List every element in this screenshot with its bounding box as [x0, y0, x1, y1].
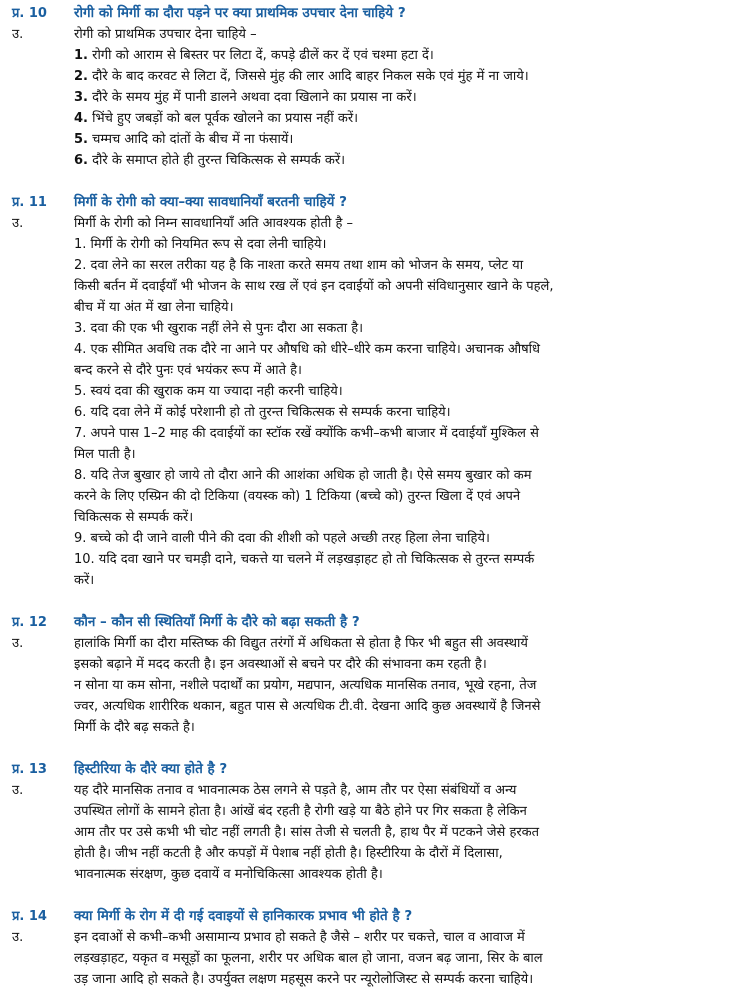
line-text: किसी बर्तन में दवाईयाँ भी भोजन के साथ रख लें एवं इन दवाईयों को अपनी संविधानुसार खाने के पहले,: [74, 279, 554, 294]
answer-block: [0, 633, 740, 738]
answer-line: [74, 339, 734, 360]
line-text: हालांकि मिर्गी का दौरा मस्तिष्क की विद्युत तरंगों में अधिकता से होता है फिर भी बहुत सी अवस्थायें: [74, 636, 528, 651]
list-number: 2.: [74, 69, 88, 84]
qa-section: [0, 3, 740, 171]
line-text: 1. मिर्गी के रोगी को नियमित रूप से दवा लेनी चाहिये।: [74, 237, 327, 252]
answer-text: [74, 780, 734, 885]
question-text: रोगी को मिर्गी का दौरा पड़ने पर क्या प्राथमिक उपचार देना चाहिये ?: [74, 5, 406, 21]
line-text: इन दवाओं से कभी–कभी असामान्य प्रभाव हो सकते है जैसे – शरीर पर चकत्ते, चाल व आवाज में: [74, 930, 525, 945]
line-text: 10. यदि दवा खाने पर चमड़ी दाने, चकत्ते या चलने में लड़खड़ाहट हो तो चिकित्सक से तुरन्त सम्पर्क: [74, 552, 535, 567]
answer-label: उ.: [12, 216, 24, 231]
qa-section: [0, 759, 740, 885]
answer-block: [0, 213, 740, 591]
line-text: मिर्गी के रोगी को निम्न सावधानियाँ अति आवश्यक होती है –: [74, 216, 353, 231]
question-row: [0, 3, 740, 24]
answer-line: [74, 24, 734, 45]
answer-line: [74, 444, 734, 465]
question-row: [0, 192, 740, 213]
answer-line: [74, 276, 734, 297]
line-text: करने के लिए एस्प्रिन की दो टिकिया (वयस्क को) 1 टिकिया (बच्चे को) तुरन्त खिला दें एवं अपने: [74, 489, 521, 504]
answer-line: [74, 780, 734, 801]
answer-block: [0, 927, 740, 990]
answer-line: [74, 423, 734, 444]
line-text: 4. एक सीमित अवधि तक दौरे ना आने पर औषधि को धीरे–धीरे कम करना चाहिये। अचानक औषधि: [74, 342, 540, 357]
line-text: 9. बच्चे को दी जाने वाली पीने की दवा की शीशी को पहले अच्छी तरह हिला लेना चाहिये।: [74, 531, 490, 546]
line-text: 6. यदि दवा लेने में कोई परेशानी हो तो तुरन्त चिकित्सक से सम्पर्क करना चाहिये।: [74, 405, 451, 420]
answer-line: [74, 150, 734, 171]
answer-line: [74, 507, 734, 528]
line-text: उपस्थित लोगों के सामने होता है। आंखें बंद रहती है रोगी खड़े या बैठे होने पर गिर सकता है लेकिन: [74, 804, 527, 819]
answer-line: [74, 843, 734, 864]
question-row: [0, 906, 740, 927]
answer-line: [74, 633, 734, 654]
line-text: 3. दवा की एक भी खुराक नहीं लेने से पुनः दौरा आ सकता है।: [74, 321, 364, 336]
qa-section: [0, 612, 740, 738]
line-text: उड़ जाना आदि हो सकते है। उपर्युक्त लक्षण महसूस करने पर न्यूरोलोजिस्ट से सम्पर्क करना चाहिये।: [74, 972, 534, 987]
line-text: करें।: [74, 573, 95, 588]
answer-line: [74, 402, 734, 423]
question-label: प्र. 12: [12, 615, 47, 630]
line-text: दौरे के समाप्त होते ही तुरन्त चिकित्सक से सम्पर्क करें।: [92, 153, 346, 168]
line-text: होती है। जीभ नहीं कटती है और कपड़ों में पेशाब नहीं होती है। हिस्टीरिया के दौरों में दिलासा,: [74, 846, 503, 861]
answer-line: [74, 66, 734, 87]
line-text: आम तौर पर उसे कभी भी चोट नहीं लगती है। सांस तेजी से चलती है, हाथ पैर में पटकने जेसे हरकत: [74, 825, 540, 840]
line-text: रोगी को आराम से बिस्तर पर लिटा दें, कपड़े ढीलें कर दें एवं चश्मा हटा दें।: [92, 48, 434, 63]
answer-line: [74, 213, 734, 234]
answer-line: [74, 297, 734, 318]
line-text: बीच में या अंत में खा लेना चाहिये।: [74, 300, 234, 315]
answer-line: [74, 864, 734, 885]
answer-text: [74, 633, 734, 738]
line-text: 8. यदि तेज बुखार हो जाये तो दौरा आने की आशंका अधिक हो जाती है। ऐसे समय बुखार को कम: [74, 468, 532, 483]
answer-text: [74, 927, 734, 990]
question-row: [0, 612, 740, 633]
answer-line: [74, 255, 734, 276]
answer-line: [74, 948, 734, 969]
line-text: मिर्गी के दौरे बढ़ सकते है।: [74, 720, 195, 735]
qa-section: [0, 192, 740, 591]
answer-line: [74, 129, 734, 150]
answer-text: [74, 213, 734, 591]
answer-text: [74, 24, 734, 171]
answer-line: [74, 927, 734, 948]
answer-line: [74, 45, 734, 66]
answer-line: [74, 969, 734, 990]
list-number: 6.: [74, 153, 88, 168]
answer-label: उ.: [12, 27, 24, 42]
answer-line: [74, 801, 734, 822]
line-text: 5. स्वयं दवा की खुराक कम या ज्यादा नही करनी चाहिये।: [74, 384, 343, 399]
answer-label: उ.: [12, 930, 24, 945]
answer-line: [74, 654, 734, 675]
line-text: ज्वर, अत्यधिक शारीरिक थकान, बहुत पास से अत्यधिक टी.वी. देखना आदि कुछ अवस्थायें है जिनसे: [74, 699, 541, 714]
line-text: दौरे के समय मुंह में पानी डालने अथवा दवा खिलाने का प्रयास ना करें।: [92, 90, 417, 105]
line-text: चम्मच आदि को दांतों के बीच में ना फंसायें।: [92, 132, 294, 147]
line-text: दौरे के बाद करवट से लिटा दें, जिससे मुंह की लार आदि बाहर निकल सके एवं मुंह में ना जाये।: [92, 69, 529, 84]
answer-line: [74, 318, 734, 339]
answer-line: [74, 675, 734, 696]
question-text: क्या मिर्गी के रोग में दी गई दवाइयों से हानिकारक प्रभाव भी होते है ?: [74, 908, 413, 924]
line-text: 7. अपने पास 1–2 माह की दवाईयों का स्टॉक रखें क्योंकि कभी–कभी बाजार में दवाईयाँ मुश्किल से: [74, 426, 539, 441]
line-text: 2. दवा लेने का सरल तरीका यह है कि नाश्ता करते समय तथा शाम को भोजन के समय, प्लेट या: [74, 258, 524, 273]
question-label: प्र. 10: [12, 6, 47, 21]
line-text: यह दौरे मानसिक तनाव व भावनात्मक ठेस लगने से पड़ते है, आम तौर पर ऐसा संबंधियों व अन्य: [74, 783, 517, 798]
line-text: इसको बढ़ाने में मदद करती है। इन अवस्थाओं से बचने पर दौरे की संभावना कम रहती है।: [74, 657, 487, 672]
answer-line: [74, 360, 734, 381]
answer-line: [74, 381, 734, 402]
question-text: मिर्गी के रोगी को क्या–क्या सावधानियाँ बरतनी चाहियें ?: [74, 194, 348, 210]
answer-label: उ.: [12, 636, 24, 651]
answer-line: [74, 549, 734, 570]
answer-line: [74, 465, 734, 486]
question-text: हिस्टीरिया के दौरे क्या होते है ?: [74, 761, 228, 777]
line-text: बन्द करने से दौरे पुनः एवं भयंकर रूप में आते है।: [74, 363, 302, 378]
line-text: भिंचे हुए जबड़ों को बल पूर्वक खोलने का प्रयास नहीं करें।: [92, 111, 359, 126]
answer-line: [74, 528, 734, 549]
answer-line: [74, 822, 734, 843]
answer-line: [74, 87, 734, 108]
answer-block: [0, 780, 740, 885]
question-label: प्र. 14: [12, 909, 47, 924]
answer-line: [74, 234, 734, 255]
answer-block: [0, 24, 740, 171]
list-number: 5.: [74, 132, 88, 147]
question-label: प्र. 13: [12, 762, 47, 777]
question-text: कौन – कौन सी स्थितियाँ मिर्गी के दौरे को बढ़ा सकती है ?: [74, 614, 360, 630]
line-text: चिकित्सक से सम्पर्क करें।: [74, 510, 194, 525]
answer-label: उ.: [12, 783, 24, 798]
list-number: 4.: [74, 111, 88, 126]
question-row: [0, 759, 740, 780]
answer-line: [74, 696, 734, 717]
answer-line: [74, 570, 734, 591]
line-text: लड़खड़ाहट, यकृत व मसूड़ों का फूलना, शरीर पर अधिक बाल हो जाना, वजन बढ़ जाना, सिर के बाल: [74, 951, 543, 966]
answer-line: [74, 486, 734, 507]
list-number: 1.: [74, 48, 88, 63]
answer-line: [74, 108, 734, 129]
question-label: प्र. 11: [12, 195, 47, 210]
answer-line: [74, 717, 734, 738]
line-text: भावनात्मक संरक्षण, कुछ दवायें व मनोचिकित्सा आवश्यक होती है।: [74, 867, 383, 882]
list-number: 3.: [74, 90, 88, 105]
line-text: न सोना या कम सोना, नशीले पदार्थों का प्रयोग, मद्यपान, अत्यधिक मानसिक तनाव, भूखे रहना, तेज: [74, 678, 537, 693]
qa-section: [0, 906, 740, 990]
line-text: रोगी को प्राथमिक उपचार देना चाहिये –: [74, 27, 257, 42]
line-text: मिल पाती है।: [74, 447, 136, 462]
